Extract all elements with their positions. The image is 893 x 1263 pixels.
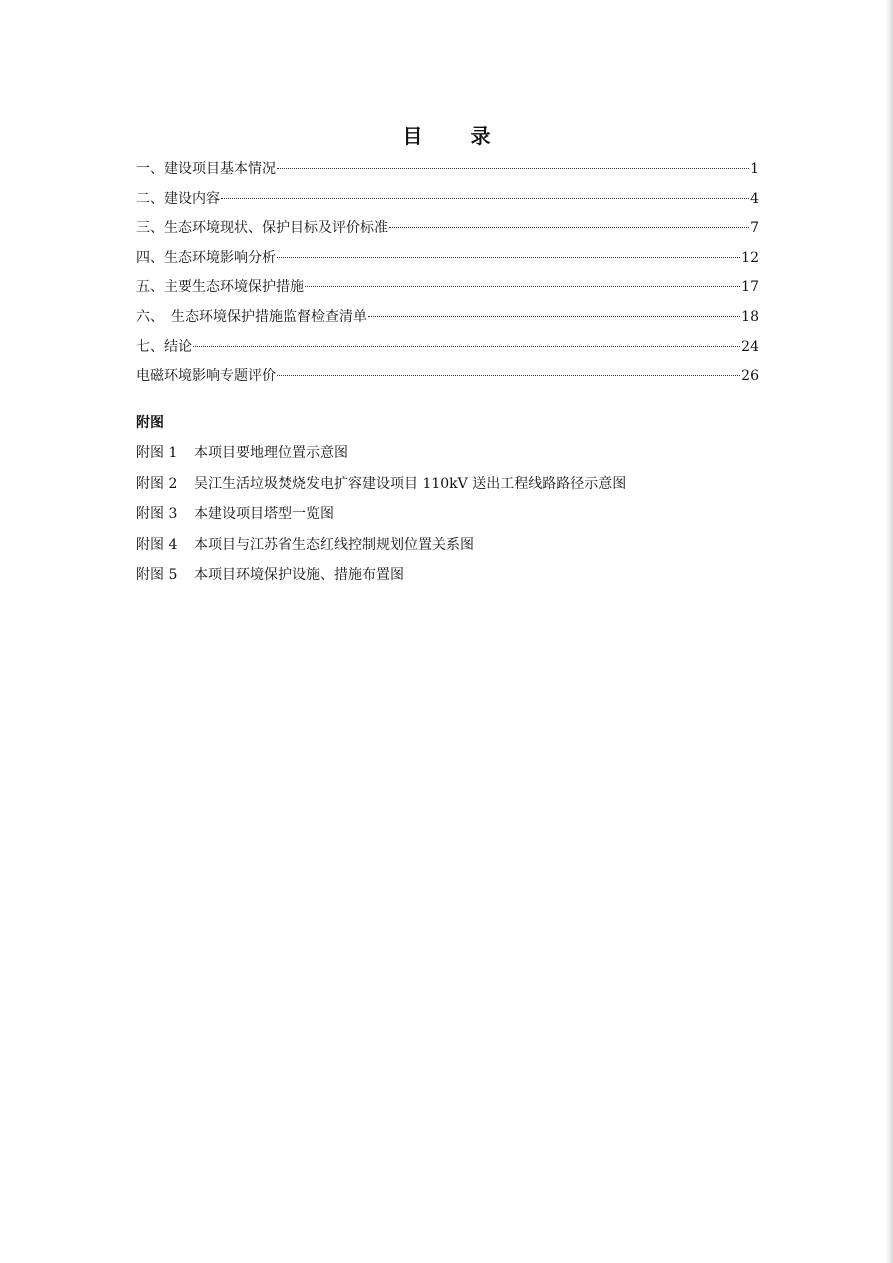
toc-entry-page: 17 <box>741 279 759 296</box>
appendix-item-number: 附图 4 <box>136 536 178 553</box>
toc-entry-label: 一、建设项目基本情况 <box>136 161 276 177</box>
appendix-list <box>136 442 626 595</box>
toc-dot-leader <box>193 346 740 347</box>
toc-dot-leader <box>277 257 740 258</box>
toc-dot-leader <box>277 168 749 169</box>
toc-entry[interactable] <box>136 276 759 306</box>
toc-dot-leader <box>277 375 740 376</box>
appendix-item-text: 本建设项目塔型一览图 <box>194 506 334 523</box>
appendix-item-text: 吴江生活垃圾焚烧发电扩容建设项目 110kV 送出工程线路路径示意图 <box>194 475 627 492</box>
toc-entry-label: 五、主要生态环境保护措施 <box>136 279 304 296</box>
table-of-contents <box>136 158 759 395</box>
appendix-item-text: 本项目要地理位置示意图 <box>194 445 348 461</box>
toc-entry-page: 18 <box>741 308 759 325</box>
toc-entry-page: 1 <box>750 161 759 177</box>
appendix-heading: 附图 <box>136 415 164 431</box>
toc-dot-leader <box>305 286 740 287</box>
appendix-item-text: 本项目与江苏省生态红线控制规划位置关系图 <box>194 536 474 553</box>
toc-entry-label: 电磁环境影响专题评价 <box>136 368 276 385</box>
appendix-item <box>136 473 626 504</box>
page-edge-shadow <box>885 0 893 1263</box>
toc-dot-leader <box>389 227 749 228</box>
toc-entry-label: 三、生态环境现状、保护目标及评价标准 <box>136 220 388 237</box>
toc-entry-label: 六、 生态环境保护措施监督检查清单 <box>136 308 367 325</box>
toc-entry[interactable] <box>136 247 759 277</box>
toc-entry-page: 4 <box>750 190 759 207</box>
appendix-item-text: 本项目环境保护设施、措施布置图 <box>194 567 404 584</box>
toc-entry-page: 24 <box>741 338 759 355</box>
toc-dot-leader <box>368 316 740 317</box>
toc-entry[interactable] <box>136 188 759 218</box>
toc-entry-page: 26 <box>741 368 759 385</box>
toc-entry[interactable] <box>136 336 759 366</box>
toc-entry-page: 7 <box>750 220 759 237</box>
page-title: 目 录 <box>402 124 505 148</box>
toc-entry[interactable] <box>136 217 759 247</box>
appendix-item <box>136 503 626 534</box>
toc-entry-label: 二、建设内容 <box>136 190 220 207</box>
toc-entry[interactable] <box>136 306 759 336</box>
appendix-item-number: 附图 3 <box>136 506 178 523</box>
appendix-item-number: 附图 1 <box>136 445 178 461</box>
toc-entry-label: 七、结论 <box>136 338 192 355</box>
appendix-item-number: 附图 5 <box>136 567 178 584</box>
appendix-item <box>136 442 626 473</box>
toc-dot-leader <box>221 198 749 199</box>
appendix-item-number: 附图 2 <box>136 475 178 492</box>
toc-entry-label: 四、生态环境影响分析 <box>136 249 276 266</box>
toc-entry[interactable] <box>136 158 759 188</box>
toc-entry[interactable] <box>136 365 759 395</box>
appendix-item <box>136 534 626 565</box>
appendix-item <box>136 564 626 595</box>
toc-entry-page: 12 <box>741 249 759 266</box>
